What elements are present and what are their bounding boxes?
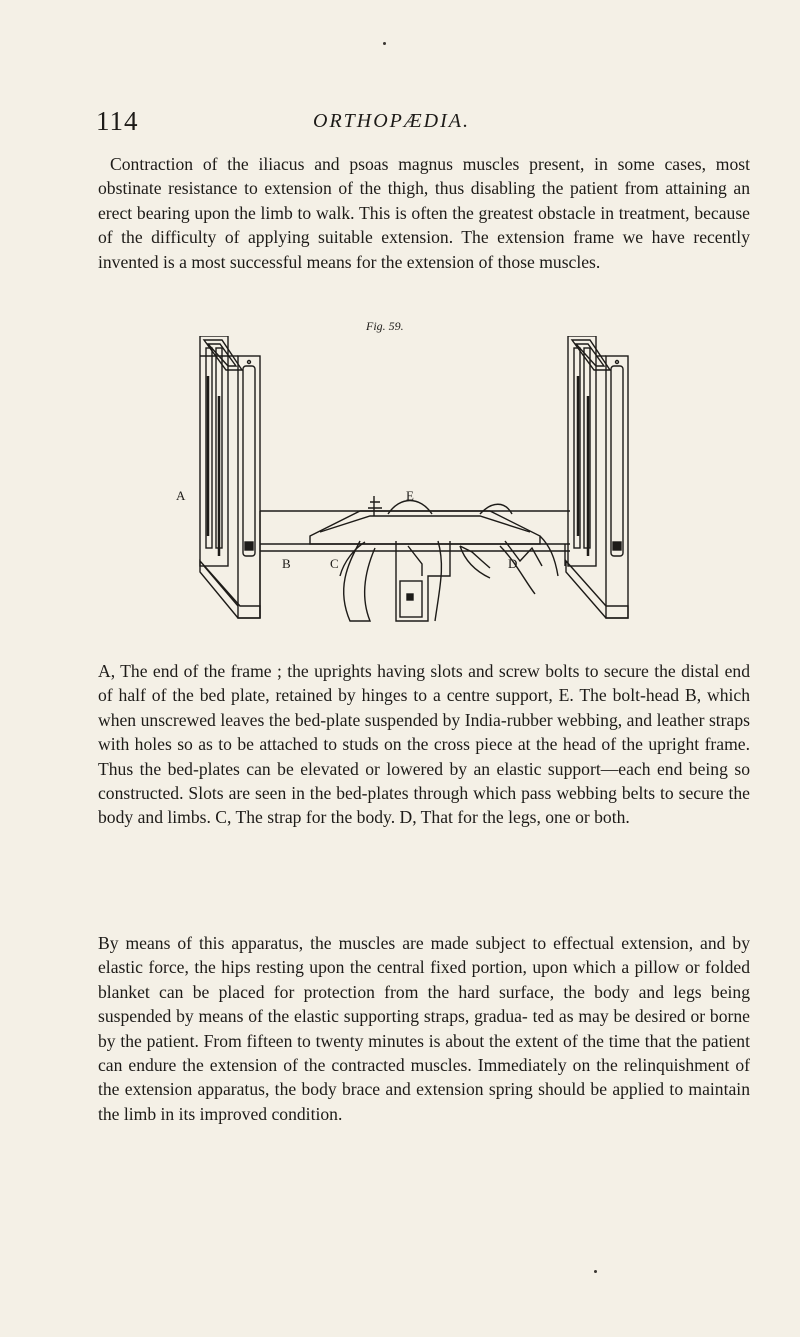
label-a: A	[176, 488, 186, 503]
label-e: E	[406, 488, 414, 503]
paragraph-intro: Contraction of the iliacus and psoas magnus muscles present, in some cases, most obstinate resistance to extension of the thigh, thus disabling the patient from attaining an erect bearing upon the limb to walk. This is often the greatest obstacle in treatment, because of the difficulty of applying suitable extension. The extension frame we have recently invented is a most successful means for the extension of those muscles.	[98, 154, 750, 272]
print-speck	[594, 1270, 597, 1273]
paragraph-apparatus-use: By means of this apparatus, the muscles are made subject to effectual extension, and by elastic force, the hips resting upon the central fixed portion, upon which a pillow or folded blanket can be placed for protection from the hard surface, the body and legs being suspended by means of the elastic supporting straps, gradua- ted as may be desired or borne by the patient. From fifteen to twenty minutes is about the extent of the time that the patient can endure the extension of the contracted muscles. Immediately on the relinquishment of the extension apparatus, the body brace and extension spring should be applied to maintain the limb in its improved condition.	[98, 933, 750, 1124]
bed-plates	[260, 511, 570, 618]
extension-frame-illustration	[160, 336, 670, 636]
body-and-leg-straps	[340, 536, 558, 594]
centre-support	[344, 496, 512, 621]
running-title: ORTHOPÆDIA.	[313, 110, 470, 132]
left-upright	[200, 336, 260, 618]
label-d: D	[508, 556, 518, 571]
page-number: 114	[96, 106, 139, 136]
running-head	[96, 106, 736, 146]
paragraph-figure-description: A, The end of the frame ; the uprights having slots and screw bolts to secure the distal end of half of the bed plate, retained by hinges to a centre support, E. The bolt-head B, which when unscrewed leaves the bed-plate suspended by India-rubber webbing, and leather straps with holes so as to be attached to studs on the cross piece at the head of the upright frame. Thus the bed-plates can be elevated or lowered by an elastic support—each end being so constructed. Slots are seen in the bed-plates through which pass webbing belts to secure the body and limbs. C, The strap for the body. D, That for the legs, one or both.	[98, 661, 750, 828]
label-c: C	[330, 556, 339, 571]
label-b: B	[282, 556, 291, 571]
print-speck	[383, 42, 386, 45]
figure-caption: Fig. 59.	[366, 319, 404, 333]
right-upright	[566, 336, 628, 618]
